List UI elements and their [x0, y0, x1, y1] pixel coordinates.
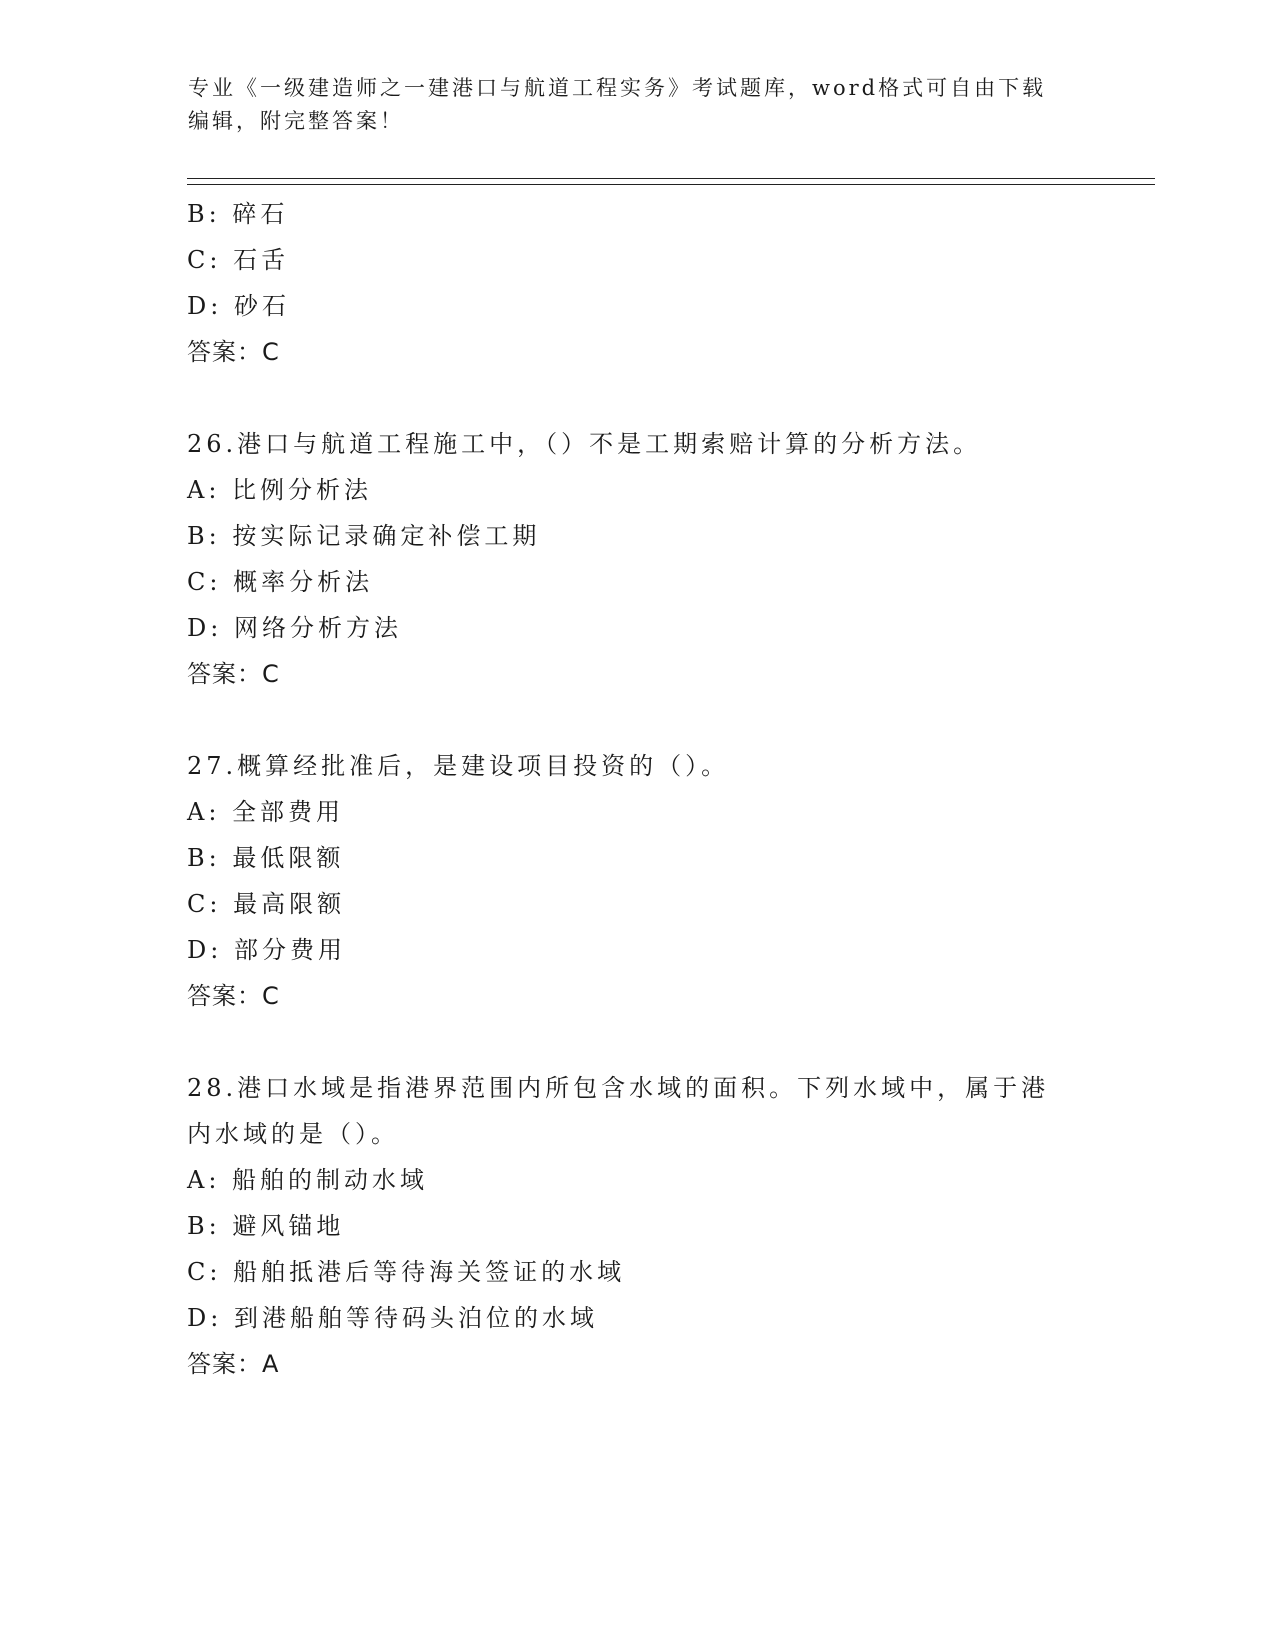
question-27: [187, 743, 1087, 1019]
answer: 答案：C: [187, 660, 280, 688]
question-list: [187, 191, 1087, 1387]
option-d: D: 网络分析方法: [187, 614, 402, 642]
option-d: D: 砂石: [187, 292, 290, 320]
header-divider: [187, 178, 1155, 185]
spacer: [187, 375, 1087, 421]
option-c: C: 最高限额: [187, 890, 346, 918]
option-b: B: 碎石: [187, 200, 289, 228]
option-a: A: 船舶的制动水域: [187, 1166, 429, 1194]
question-28: [187, 1065, 1087, 1387]
question-stem-line1: 28.港口水域是指港界范围内所包含水域的面积。下列水域中，属于港: [187, 1074, 1050, 1102]
header-title-line2: 编辑，附完整答案！: [188, 109, 404, 133]
question-stem: 26.港口与航道工程施工中，（）不是工期索赔计算的分析方法。: [187, 430, 982, 458]
option-c: C: 船舶抵港后等待海关签证的水域: [187, 1258, 626, 1286]
spacer: [187, 697, 1087, 743]
option-a: A: 比例分析法: [187, 476, 373, 504]
spacer: [187, 1019, 1087, 1065]
answer: 答案：C: [187, 338, 280, 366]
option-d: D: 到港船舶等待码头泊位的水域: [187, 1304, 598, 1332]
answer: 答案：A: [187, 1350, 280, 1378]
question-stem: 27.概算经批准后，是建设项目投资的（）。: [187, 752, 730, 780]
option-b: B: 避风锚地: [187, 1212, 345, 1240]
header-title-line1: 专业《一级建造师之一建港口与航道工程实务》考试题库，word格式可自由下载: [188, 76, 1047, 100]
option-a: A: 全部费用: [187, 798, 345, 826]
option-b: B: 按实际记录确定补偿工期: [187, 522, 541, 550]
question-25: [187, 191, 1087, 375]
option-c: C: 石舌: [187, 246, 290, 274]
question-stem-line2: 内水域的是（）。: [187, 1120, 399, 1148]
option-b: B: 最低限额: [187, 844, 345, 872]
document-header: [188, 72, 1068, 138]
option-d: D: 部分费用: [187, 936, 346, 964]
option-c: C: 概率分析法: [187, 568, 374, 596]
question-26: [187, 421, 1087, 697]
answer: 答案：C: [187, 982, 280, 1010]
